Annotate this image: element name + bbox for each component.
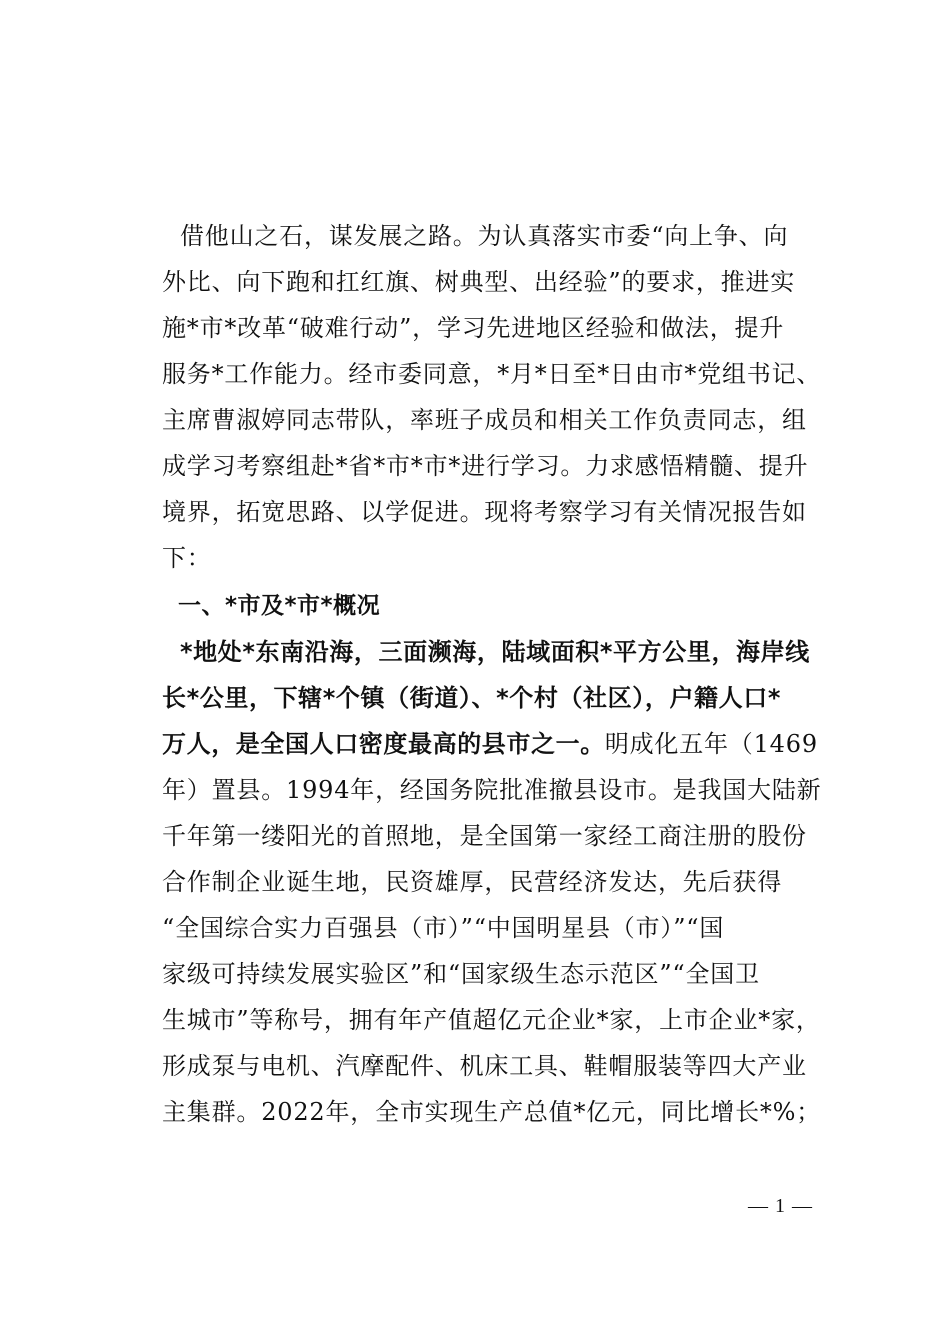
paragraph-line: 借他山之石，谋发展之路。为认真落实市委“向上争、向 bbox=[180, 222, 789, 250]
paragraph-line: 生城市”等称号，拥有年产值超亿元企业*家，上市企业*家， bbox=[162, 1006, 821, 1034]
paragraph-line: 年）置县。1994年，经国务院批准撤县设市。是我国大陆新 bbox=[162, 776, 822, 804]
paragraph-line: 家级可持续发展实验区”和“国家级生态示范区”“全国卫 bbox=[162, 960, 760, 988]
bold-sentence: 万人，是全国人口密度最高的县市之一。 bbox=[162, 730, 605, 758]
paragraph-line: 施*市*改革“破难行动”，学习先进地区经验和做法，提升 bbox=[162, 314, 785, 342]
section-heading: 一、*市及*市*概况 bbox=[178, 593, 381, 619]
paragraph-line: 成学习考察组赴*省*市*市*进行学习。力求感悟精髓、提升 bbox=[162, 452, 809, 480]
paragraph-line: 合作制企业诞生地，民资雄厚，民营经济发达，先后获得 bbox=[162, 868, 782, 896]
paragraph-line: 服务*工作能力。经市委同意，*月*日至*日由市*党组书记、 bbox=[162, 360, 822, 388]
intro-paragraph bbox=[162, 213, 834, 581]
paragraph-line-bold: *地处*东南沿海，三面濒海，陆域面积*平方公里，海岸线 bbox=[180, 638, 810, 666]
paragraph-line-mixed bbox=[162, 721, 834, 767]
paragraph-line: 下： bbox=[162, 544, 212, 572]
paragraph-line: 主席曹淑婷同志带队，率班子成员和相关工作负责同志，组 bbox=[162, 406, 807, 434]
paragraph-line: 千年第一缕阳光的首照地，是全国第一家经工商注册的股份 bbox=[162, 822, 807, 850]
normal-sentence: 明成化五年（1469 bbox=[604, 730, 818, 758]
paragraph-line: 境界，拓宽思路、以学促进。现将考察学习有关情况报告如 bbox=[162, 498, 807, 526]
paragraph-line: 外比、向下跑和扛红旗、树典型、出经验”的要求，推进实 bbox=[162, 268, 796, 296]
paragraph-line-bold: 长*公里，下辖*个镇（街道）、*个村（社区），户籍人口* bbox=[162, 684, 782, 712]
paragraph-line: 主集群。2022年，全市实现生产总值*亿元，同比增长*%； bbox=[162, 1098, 822, 1126]
page-number: — 1 — bbox=[748, 1195, 813, 1217]
overview-paragraph bbox=[162, 629, 834, 1135]
paragraph-line: 形成泵与电机、汽摩配件、机床工具、鞋帽服装等四大产业 bbox=[162, 1052, 807, 1080]
paragraph-line: “全国综合实力百强县（市）”“中国明星县（市）”“国 bbox=[162, 914, 725, 942]
